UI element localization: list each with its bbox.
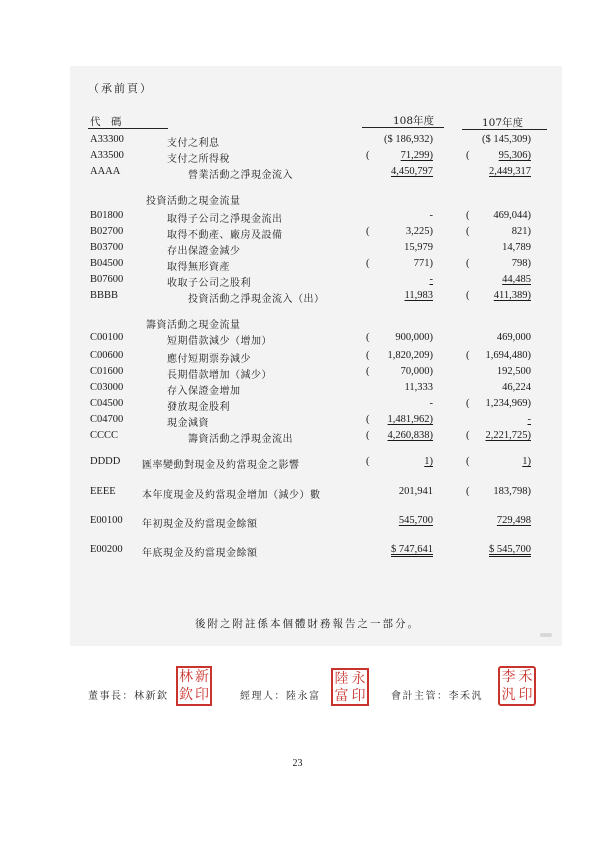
prior-year-amount: 798) (511, 258, 531, 269)
prior-year-amount: 821) (511, 226, 531, 237)
row-code: E00100 (90, 515, 123, 526)
current-year-amount: 771) (413, 258, 433, 269)
current-year-amount: 11,983 (404, 290, 433, 301)
row-description: 存入保證金增加 (167, 386, 241, 397)
current-open-paren: ( (366, 150, 370, 161)
row-code: C03000 (90, 382, 124, 393)
year-current-header: 108年度 (393, 115, 435, 127)
prior-year-amount: $ 545,700 (489, 544, 531, 555)
current-year-amount: 545,700 (398, 515, 433, 526)
prior-year-amount: 1) (522, 456, 531, 467)
prior-year-amount: 469,000 (496, 332, 531, 343)
current-open-paren: ( (366, 258, 370, 269)
row-code: EEEE (90, 486, 116, 497)
row-description: 營業活動之淨現金流入 (188, 170, 293, 181)
current-open-paren: ( (366, 332, 370, 343)
row-description: 應付短期票券減少 (167, 354, 251, 365)
row-code: C00600 (90, 350, 124, 361)
current-year-amount: 1,820,209) (387, 350, 433, 361)
accountant-signature: 會計主管：李禾汎 (391, 691, 483, 702)
current-year-amount: - (429, 274, 433, 285)
prior-year-amount: 192,500 (496, 366, 531, 377)
current-year-amount: ($ 186,932) (384, 134, 433, 145)
current-year-amount: 71,299) (400, 150, 433, 161)
current-year-amount: $ 747,641 (391, 544, 433, 555)
row-description: 取得不動產、廠房及設備 (167, 230, 283, 241)
code-header-rule (88, 128, 168, 129)
row-code: B04500 (90, 258, 124, 269)
current-open-paren: ( (366, 456, 370, 467)
prior-open-paren: ( (466, 226, 470, 237)
prior-year-amount: 2,449,317 (489, 166, 531, 177)
prior-year-amount: 46,224 (502, 382, 531, 393)
row-description: 投資活動之淨現金流入（出） (188, 294, 325, 305)
footnote: 後附之附註係本個體財務報告之一部分。 (195, 618, 420, 630)
row-code: A33500 (90, 150, 124, 161)
prior-open-paren: ( (466, 456, 470, 467)
row-description: 短期借款減少（增加） (167, 336, 272, 347)
prior-open-paren: ( (466, 398, 470, 409)
current-year-amount: - (429, 398, 433, 409)
prior-year-amount: 14,789 (502, 242, 531, 253)
row-description: 籌資活動之淨現金流出 (188, 434, 293, 445)
prior-open-paren: ( (466, 486, 470, 497)
row-code: B03700 (90, 242, 124, 253)
chairman-seal: 林 新 欽 印 (176, 666, 212, 706)
prior-year-amount: 411,389) (493, 290, 531, 301)
row-code: E00200 (90, 544, 123, 555)
prior-year-amount: 183,798) (493, 486, 531, 497)
current-year-amount: 1,481,962) (387, 414, 433, 425)
current-open-paren: ( (366, 430, 370, 441)
current-year-amount: 4,260,838) (387, 430, 433, 441)
current-year-amount: 70,000) (400, 366, 433, 377)
continued-label: （承前頁） (88, 82, 153, 95)
current-year-amount: 3,225) (405, 226, 433, 237)
prior-year-amount: 44,485 (502, 274, 531, 285)
row-code: B02700 (90, 226, 124, 237)
row-description: 年初現金及約當現金餘額 (142, 519, 258, 530)
current-year-amount: 11,333 (404, 382, 433, 393)
manager-signature: 經理人：陸永富 (240, 691, 321, 702)
row-code: CCCC (90, 430, 119, 441)
prior-year-amount: 2,221,725) (485, 430, 531, 441)
row-description: 發放現金股利 (167, 402, 230, 413)
row-description: 收取子公司之股利 (167, 278, 251, 289)
current-year-amount: 900,000) (395, 332, 433, 343)
row-description: 匯率變動對現金及約當現金之影響 (142, 460, 300, 471)
current-open-paren: ( (366, 366, 370, 377)
current-year-amount: 1) (424, 456, 433, 467)
year-prior-header: 107年度 (482, 117, 524, 129)
section-heading: 投資活動之現金流量 (146, 196, 241, 207)
prior-year-amount: 1,234,969) (485, 398, 531, 409)
prior-year-amount: - (527, 414, 531, 425)
row-code: C01600 (90, 366, 124, 377)
prior-year-amount: 469,044) (493, 210, 531, 221)
prior-year-amount: ($ 145,309) (482, 134, 531, 145)
row-code: B07600 (90, 274, 124, 285)
row-code: BBBB (90, 290, 119, 301)
row-code: AAAA (90, 166, 121, 177)
prior-year-amount: 95,306) (498, 150, 531, 161)
current-open-paren: ( (366, 226, 370, 237)
prior-open-paren: ( (466, 150, 470, 161)
row-code: C00100 (90, 332, 124, 343)
year-current-rule (362, 127, 444, 128)
row-code: DDDD (90, 456, 121, 467)
row-description: 存出保證金減少 (167, 246, 241, 257)
chairman-signature: 董事長：林新欽 (88, 691, 169, 702)
prior-open-paren: ( (466, 210, 470, 221)
current-year-amount: 15,979 (404, 242, 433, 253)
prior-year-amount: 1,694,480) (485, 350, 531, 361)
row-description: 長期借款增加（減少） (167, 370, 272, 381)
row-description: 取得子公司之淨現金流出 (167, 214, 283, 225)
row-code: C04500 (90, 398, 124, 409)
row-description: 取得無形資產 (167, 262, 230, 273)
row-code: B01800 (90, 210, 124, 221)
prior-open-paren: ( (466, 350, 470, 361)
prior-open-paren: ( (466, 290, 470, 301)
current-open-paren: ( (366, 350, 370, 361)
section-heading: 籌資活動之現金流量 (146, 320, 241, 331)
accountant-seal: 李 禾 汎 印 (498, 666, 536, 706)
current-year-amount: - (429, 210, 433, 221)
manager-seal: 陸 永 富 印 (331, 668, 369, 706)
prior-open-paren: ( (466, 258, 470, 269)
current-year-amount: 4,450,797 (391, 166, 433, 177)
row-description: 本年度現金及約當現金增加（減少）數 (142, 490, 321, 501)
row-code: C04700 (90, 414, 124, 425)
row-description: 支付之所得稅 (167, 154, 230, 165)
row-description: 支付之利息 (167, 138, 220, 149)
row-description: 年底現金及約當現金餘額 (142, 548, 258, 559)
page-number: 23 (292, 758, 303, 769)
prior-open-paren: ( (466, 430, 470, 441)
row-description: 現金減資 (167, 418, 209, 429)
year-prior-rule (462, 129, 547, 130)
code-column-header: 代 碼 (90, 116, 122, 128)
prior-year-amount: 729,498 (496, 515, 531, 526)
scan-mark (540, 633, 552, 637)
current-year-amount: 201,941 (398, 486, 433, 497)
row-code: A33300 (90, 134, 124, 145)
current-open-paren: ( (366, 414, 370, 425)
